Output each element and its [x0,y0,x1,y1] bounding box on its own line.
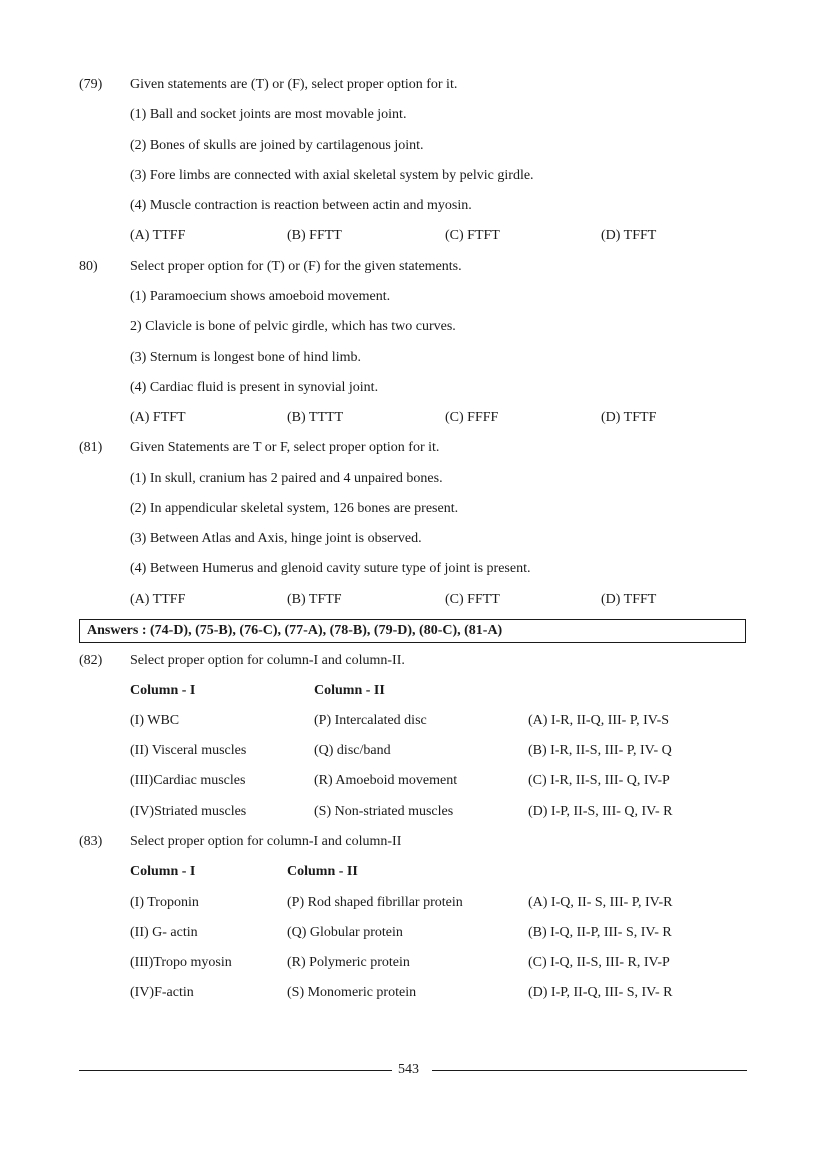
question-83-column-2-heading: Column - II [287,864,358,879]
question-82-row-2-col-1: (II) Visceral muscles [130,743,247,758]
footer-rule-left [79,1070,392,1071]
question-82-option-b: (B) I-R, II-S, III- P, IV- Q [528,743,672,758]
question-80-statement-4: (4) Cardiac fluid is present in synovial joint. [130,380,379,395]
question-83-row-4-col-2: (S) Monomeric protein [287,985,417,1000]
question-82-column-2-heading: Column - II [314,683,385,698]
question-81-option-b: (B) TFTF [287,592,342,607]
question-80-option-c: (C) FFFF [445,410,499,425]
question-83-text: Select proper option for column-I and column-II [130,834,402,849]
question-81-statement-4: (4) Between Humerus and glenoid cavity suture type of joint is present. [130,561,531,576]
question-81-option-c: (C) FFTT [445,592,500,607]
question-79-option-c: (C) FTFT [445,228,500,243]
question-81-number: (81) [79,440,103,455]
question-79-statement-2: (2) Bones of skulls are joined by cartilagenous joint. [130,138,424,153]
question-83-option-c: (C) I-Q, II-S, III- R, IV-P [528,955,670,970]
question-82-row-4-col-1: (IV)Striated muscles [130,804,247,819]
question-81-option-d: (D) TFFT [601,592,657,607]
question-83-column-1-heading: Column - I [130,864,196,879]
question-82-row-1-col-2: (P) Intercalated disc [314,713,427,728]
question-81-option-a: (A) TTFF [130,592,186,607]
question-80-option-a: (A) FTFT [130,410,186,425]
question-82-row-4-col-2: (S) Non-striated muscles [314,804,454,819]
question-79-option-a: (A) TTFF [130,228,186,243]
question-79-option-b: (B) FFTT [287,228,342,243]
question-79-statement-1: (1) Ball and socket joints are most movable joint. [130,107,407,122]
question-83-row-1-col-1: (I) Troponin [130,895,199,910]
question-79-text: Given statements are (T) or (F), select proper option for it. [130,77,458,92]
question-82-row-2-col-2: (Q) disc/band [314,743,391,758]
question-83-number: (83) [79,834,103,849]
answers-box [79,619,746,643]
question-79-option-d: (D) TFFT [601,228,657,243]
question-83-row-3-col-1: (III)Tropo myosin [130,955,232,970]
question-82-number: (82) [79,653,103,668]
question-81-statement-2: (2) In appendicular skeletal system, 126 bones are present. [130,501,459,516]
question-80-option-b: (B) TTTT [287,410,344,425]
answers-text: Answers : (74-D), (75-B), (76-C), (77-A), (78-B), (79-D), (80-C), (81-A) [87,623,503,638]
question-81-statement-3: (3) Between Atlas and Axis, hinge joint is observed. [130,531,422,546]
question-80-text: Select proper option for (T) or (F) for the given statements. [130,259,462,274]
question-80-number: 80) [79,259,98,274]
question-83-option-b: (B) I-Q, II-P, III- S, IV- R [528,925,672,940]
question-82-row-1-col-1: (I) WBC [130,713,180,728]
question-82-option-c: (C) I-R, II-S, III- Q, IV-P [528,773,670,788]
footer-rule-right [432,1070,747,1071]
question-80-statement-3: (3) Sternum is longest bone of hind limb. [130,350,361,365]
question-83-row-4-col-1: (IV)F-actin [130,985,194,1000]
question-80-statement-1: (1) Paramoecium shows amoeboid movement. [130,289,391,304]
question-79-number: (79) [79,77,103,92]
question-82-option-a: (A) I-R, II-Q, III- P, IV-S [528,713,670,728]
question-80-statement-2: 2) Clavicle is bone of pelvic girdle, which has two curves. [130,319,456,334]
question-79-statement-3: (3) Fore limbs are connected with axial skeletal system by pelvic girdle. [130,168,534,183]
question-83-option-d: (D) I-P, II-Q, III- S, IV- R [528,985,673,1000]
page-number: 543 [398,1062,419,1077]
question-81-statement-1: (1) In skull, cranium has 2 paired and 4 unpaired bones. [130,471,443,486]
question-82-row-3-col-2: (R) Amoeboid movement [314,773,458,788]
question-83-row-3-col-2: (R) Polymeric protein [287,955,410,970]
question-82-text: Select proper option for column-I and column-II. [130,653,405,668]
question-83-option-a: (A) I-Q, II- S, III- P, IV-R [528,895,673,910]
question-82-row-3-col-1: (III)Cardiac muscles [130,773,246,788]
question-82-column-1-heading: Column - I [130,683,196,698]
question-83-row-1-col-2: (P) Rod shaped fibrillar protein [287,895,463,910]
question-79-statement-4: (4) Muscle contraction is reaction between actin and myosin. [130,198,472,213]
question-83-row-2-col-2: (Q) Globular protein [287,925,403,940]
question-83-row-2-col-1: (II) G- actin [130,925,198,940]
question-81-text: Given Statements are T or F, select proper option for it. [130,440,440,455]
question-82-option-d: (D) I-P, II-S, III- Q, IV- R [528,804,673,819]
question-80-option-d: (D) TFTF [601,410,657,425]
